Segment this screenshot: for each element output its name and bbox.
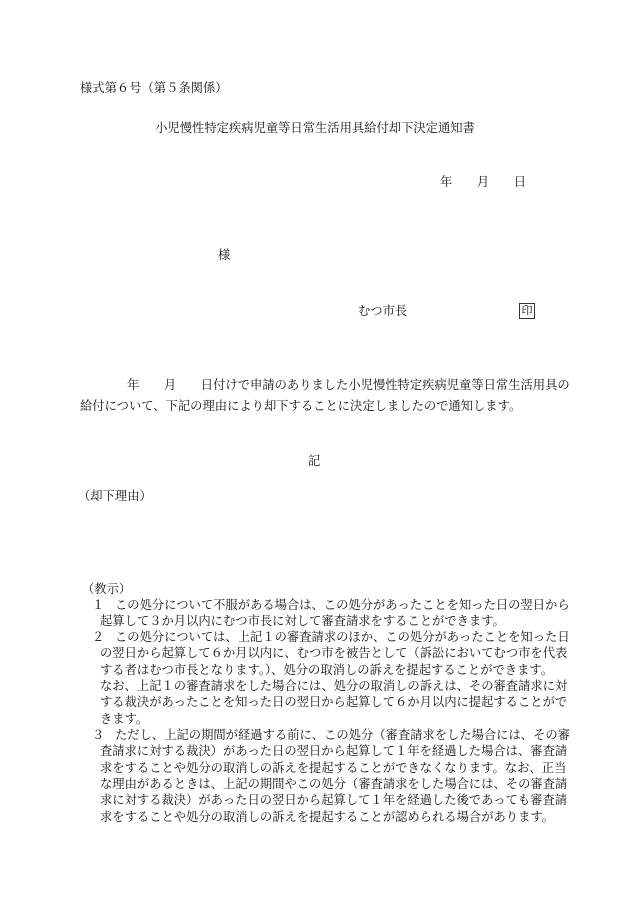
notice-item-line: する裁決があったことを知った日の翌日から起算して６か月以内に提起することがで bbox=[100, 695, 568, 710]
notice-item-line: なお、上記１の審査請求をした場合には、処分の取消しの訴えは、その審査請求に対 bbox=[100, 678, 568, 693]
issuer: むつ市長 bbox=[358, 304, 408, 318]
notice-item-line: 求をすることや処分の取消しの訴えを提起することができなくなります。なお、正当 bbox=[100, 760, 567, 775]
notice-item-line: この処分について不服がある場合は、この処分があったことを知った日の翌日から bbox=[115, 598, 570, 612]
seal-mark: 印 bbox=[519, 303, 535, 319]
ki-heading: 記 bbox=[308, 454, 321, 468]
notice-item-line: きます。 bbox=[100, 711, 149, 726]
notice-item-line: 査請求に対する裁決）があった日の翌日から起算して１年を経過した場合は、審査請 bbox=[100, 744, 568, 759]
notice-item-line: の翌日から起算して６か月以内に、むつ市を被告として（訴訟においてむつ市を代表 bbox=[100, 646, 568, 661]
reason-label: （却下理由） bbox=[78, 489, 152, 503]
notice-item-line: 求をすることや処分の取消しの訴えを提起することが認められる場合があります。 bbox=[100, 809, 555, 824]
addressee-suffix: 様 bbox=[218, 248, 231, 262]
notice-item-line: 起算して３か月以内にむつ市長に対して審査請求をすることができます。 bbox=[100, 614, 505, 629]
notice-item-line: 求に対する裁決）があった日の翌日から起算して１年を経過した後であっても審査請 bbox=[100, 793, 568, 808]
notice-item-number: １ bbox=[92, 598, 105, 612]
notice-item-line: この処分については、上記１の審査請求のほか、この処分があったことを知った日 bbox=[115, 630, 570, 644]
notice-item-number: ２ bbox=[92, 630, 105, 644]
form-number: 様式第６号（第５条関係） bbox=[80, 81, 228, 95]
notice-label: （教示） bbox=[82, 582, 132, 596]
body-line-1: 年 月 日付けで申請のありました小児慢性特定疾病児童等日常生活用具の bbox=[127, 378, 570, 392]
notice-item-line: する者はむつ市長となります。）、処分の取消しの訴えを提起することができます。 bbox=[100, 662, 554, 677]
notice-item-line: な理由があるときは、上記の期間やこの処分（審査請求をした場合には、その審査請 bbox=[100, 776, 568, 791]
document-title: 小児慢性特定疾病児童等日常生活用具給付却下決定通知書 bbox=[155, 121, 475, 135]
body-line-2: 給付について、下記の理由により却下することに決定しましたので通知します。 bbox=[80, 399, 522, 413]
date-fields: 年 月 日 bbox=[440, 175, 527, 189]
notice-item-line: ただし、上記の期間が経過する前に、この処分（審査請求をした場合には、その審 bbox=[115, 728, 570, 742]
notice-item-number: ３ bbox=[92, 728, 105, 742]
